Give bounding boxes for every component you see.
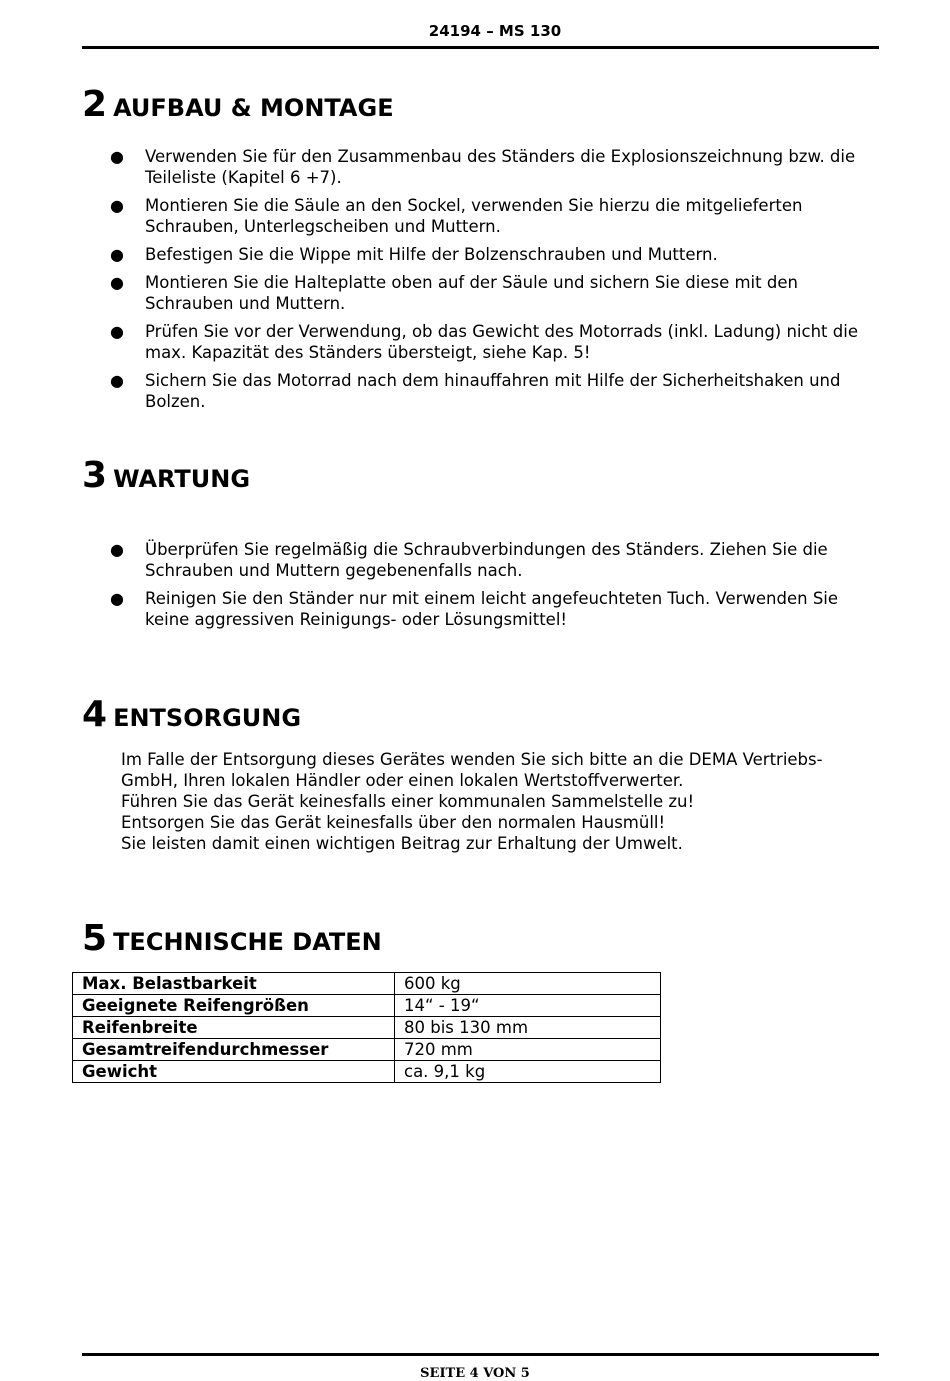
section-number: 4	[82, 694, 108, 735]
section-title-aufbau	[82, 84, 394, 125]
spec-value: 14“ - 19“	[395, 995, 661, 1017]
section-heading: WARTUNG	[113, 465, 251, 493]
entsorgung-paragraph	[121, 749, 881, 854]
table-row	[73, 1039, 661, 1061]
list-item-text: Montieren Sie die Säule an den Sockel, verwenden Sie hierzu die mitgelieferten Schrauben, Unterlegscheiben und Muttern.	[145, 196, 803, 236]
section-number: 2	[82, 84, 108, 125]
bullet-icon: ●	[110, 273, 124, 292]
bullet-icon: ●	[110, 371, 124, 390]
bullet-icon: ●	[110, 322, 124, 341]
spec-label: Max. Belastbarkeit	[73, 973, 395, 995]
paragraph-line: Entsorgen Sie das Gerät keinesfalls über den normalen Hausmüll!	[121, 813, 666, 832]
spec-label: Geeignete Reifengrößen	[73, 995, 395, 1017]
spec-value: 80 bis 130 mm	[395, 1017, 661, 1039]
paragraph-line: Führen Sie das Gerät keinesfalls einer kommunalen Sammelstelle zu!	[121, 792, 695, 811]
paragraph-line: GmbH, Ihren lokalen Händler oder einen lokalen Wertstoffverwerter.	[121, 771, 684, 790]
section-heading: ENTSORGUNG	[113, 704, 302, 732]
spec-label: Gesamtreifendurchmesser	[73, 1039, 395, 1061]
list-item-text: Prüfen Sie vor der Verwendung, ob das Gewicht des Motorrads (inkl. Ladung) nicht die max. Kapazität des Ständers übersteigt, siehe Kap. 5!	[145, 322, 858, 362]
technical-data-table	[72, 972, 661, 1083]
table-row	[73, 973, 661, 995]
list-item-text: Befestigen Sie die Wippe mit Hilfe der Bolzenschrauben und Muttern.	[145, 245, 718, 264]
spec-value: ca. 9,1 kg	[395, 1061, 661, 1083]
aufbau-list	[110, 146, 870, 419]
bullet-icon: ●	[110, 540, 124, 559]
list-item	[110, 244, 870, 265]
spec-label: Gewicht	[73, 1061, 395, 1083]
list-item-text: Montieren Sie die Halteplatte oben auf der Säule und sichern Sie diese mit den Schrauben und Muttern.	[145, 273, 798, 313]
list-item	[110, 539, 870, 581]
section-heading: AUFBAU & MONTAGE	[113, 94, 394, 122]
paragraph-line: Im Falle der Entsorgung dieses Gerätes wenden Sie sich bitte an die DEMA Vertriebs-	[121, 750, 823, 769]
wartung-list	[110, 539, 870, 637]
page-header-title: 24194 – MS 130	[428, 22, 562, 40]
list-item	[110, 195, 870, 237]
list-item	[110, 146, 870, 188]
section-title-wartung	[82, 455, 250, 496]
footer-rule	[82, 1353, 879, 1356]
spec-value: 720 mm	[395, 1039, 661, 1061]
list-item-text: Überprüfen Sie regelmäßig die Schraubverbindungen des Ständers. Ziehen Sie die Schrauben und Muttern gegebenenfalls nach.	[145, 540, 828, 580]
table-row	[73, 995, 661, 1017]
paragraph-line: Sie leisten damit einen wichtigen Beitrag zur Erhaltung der Umwelt.	[121, 834, 683, 853]
section-heading: TECHNISCHE DATEN	[113, 928, 382, 956]
bullet-icon: ●	[110, 147, 124, 166]
table-row	[73, 1017, 661, 1039]
list-item	[110, 370, 870, 412]
list-item-text: Verwenden Sie für den Zusammenbau des Ständers die Explosionszeichnung bzw. die Teileliste (Kapitel 6 +7).	[145, 147, 856, 187]
list-item	[110, 588, 870, 630]
section-number: 3	[82, 455, 108, 496]
list-item-text: Sichern Sie das Motorrad nach dem hinauffahren mit Hilfe der Sicherheitshaken und Bolzen.	[145, 371, 841, 411]
section-title-technische-daten	[82, 918, 382, 959]
bullet-icon: ●	[110, 245, 124, 264]
bullet-icon: ●	[110, 196, 124, 215]
list-item	[110, 321, 870, 363]
spec-value: 600 kg	[395, 973, 661, 995]
bullet-icon: ●	[110, 589, 124, 608]
section-number: 5	[82, 918, 108, 959]
list-item-text: Reinigen Sie den Ständer nur mit einem leicht angefeuchteten Tuch. Verwenden Sie keine aggressiven Reinigungs- oder Lösungsmittel!	[145, 589, 839, 629]
section-title-entsorgung	[82, 694, 301, 735]
header-rule	[82, 46, 879, 49]
table-row	[73, 1061, 661, 1083]
spec-label: Reifenbreite	[73, 1017, 395, 1039]
page-footer: SEITE 4 VON 5	[420, 1366, 530, 1381]
list-item	[110, 272, 870, 314]
